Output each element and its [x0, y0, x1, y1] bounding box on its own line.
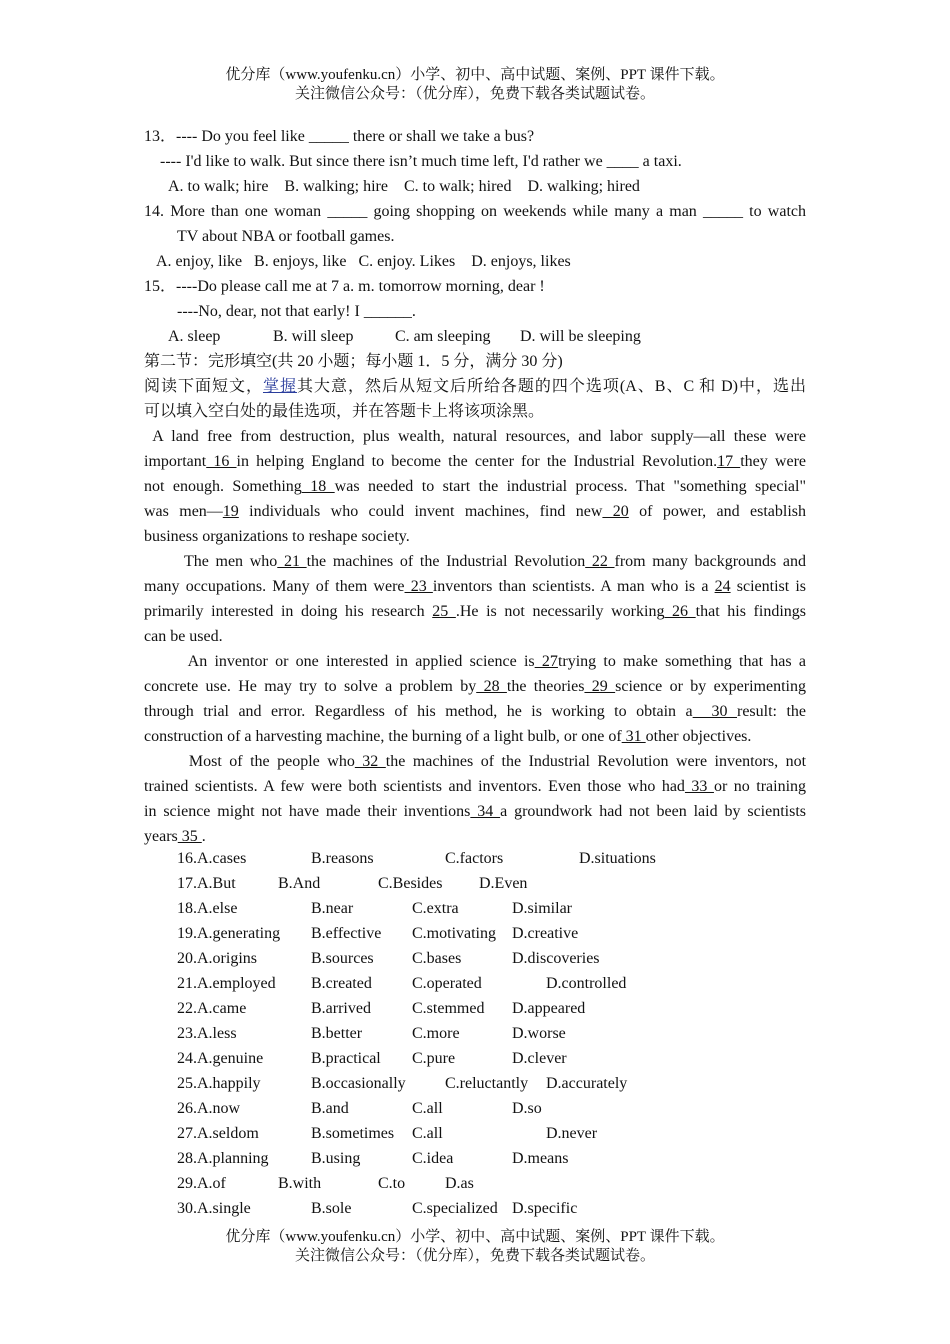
blank-number: 24 — [714, 578, 731, 595]
option-28-d: D.means — [512, 1150, 569, 1167]
passage-p2-line-4 — [144, 624, 223, 649]
passage-text: they were — [740, 453, 807, 470]
q15-option-c: C. am sleeping — [395, 328, 491, 345]
option-18-c: C.extra — [412, 900, 459, 917]
option-19-a: 19.A.generating — [177, 925, 281, 942]
passage-p3-line-4 — [144, 724, 751, 749]
blank-number: 19 — [222, 503, 239, 520]
q14-options: A. enjoy, like B. enjoys, like C. enjoy. Likes D. enjoys, likes — [156, 253, 571, 270]
option-20-c: C.bases — [412, 950, 462, 967]
header-line-2: 关注微信公众号：（优分库），免费下载各类试题试卷。 — [294, 86, 655, 102]
blank-number: 32 — [354, 753, 386, 770]
section-title: 第二节：完形填空(共 20 小题；每小题 1．5 分，满分 30 分) — [144, 353, 563, 370]
passage-text: other objectives. — [645, 728, 752, 745]
footer-line-2: 关注微信公众号：（优分库），免费下载各类试题试卷。 — [294, 1248, 655, 1264]
option-23-b: B.better — [311, 1025, 363, 1042]
passage-text: A land free from destruction, plus wealth, natural resources, and labor supply—all these were — [144, 428, 807, 445]
passage-p3-line-2 — [144, 674, 806, 699]
passage-p2-line-3 — [144, 599, 806, 624]
passage-text: scientist is — [730, 578, 807, 595]
passage-p1-line-2 — [144, 449, 806, 474]
option-30-c: C.specialized — [412, 1200, 498, 1217]
passage-text: or no training — [713, 778, 807, 795]
blank-number: 33 — [684, 778, 714, 795]
blank-number: 18 — [301, 478, 335, 495]
passage-text: important — [144, 453, 207, 470]
passage-p2-line-2 — [144, 574, 806, 599]
passage-text: the theories — [506, 678, 585, 695]
passage-p3-line-3 — [144, 699, 806, 724]
q13-stem: 13．---- Do you feel like _____ there or shall we take a bus? — [144, 128, 535, 145]
blank-number: 27 — [534, 653, 558, 670]
passage-p4-line-3 — [144, 799, 806, 824]
passage-text: inventors than scientists. A man who is a — [432, 578, 715, 595]
q15-option-d: D. will be sleeping — [520, 328, 641, 345]
option-21-b: B.created — [311, 975, 372, 992]
blank-number: 21 — [277, 553, 307, 570]
passage-text: was needed to start the industrial process. That "something special" — [334, 478, 807, 495]
option-23-a: 23.A.less — [177, 1025, 237, 1042]
option-24-d: D.clever — [512, 1050, 567, 1067]
passage-text: through trial and error. Regardless of his method, he is working to obtain a — [144, 703, 693, 720]
instruction-text-a: 阅读下面短文， — [144, 378, 263, 395]
passage-text: years — [144, 828, 178, 845]
header-line-1: 优分库（www.youfenku.cn）小学、初中、高中试题、案例、PPT 课件下载。 — [225, 67, 725, 83]
passage-p4-line-1 — [144, 749, 806, 774]
blank-number: 31 — [621, 728, 646, 745]
instruction-link[interactable]: 掌握 — [262, 378, 297, 395]
q15-stem: 15．----Do please call me at 7 a. m. tomorrow morning, dear ! — [144, 278, 545, 295]
option-16-d: D.situations — [579, 850, 656, 867]
passage-text: can be used. — [144, 628, 223, 645]
q13-reply: ---- I'd like to walk. But since there isn’t much time left, I'd rather we ____ a taxi. — [160, 153, 682, 170]
blank-number: 17 — [717, 453, 741, 470]
option-22-c: C.stemmed — [412, 1000, 485, 1017]
passage-text: the machines of the Industrial Revolution — [306, 553, 586, 570]
option-28-b: B.using — [311, 1150, 361, 1167]
option-17-a: 17.A.But — [177, 875, 236, 892]
option-25-a: 25.A.happily — [177, 1075, 261, 1092]
option-17-c: C.Besides — [378, 875, 443, 892]
option-20-b: B.sources — [311, 950, 374, 967]
passage-p1-line-5 — [144, 524, 410, 549]
option-18-b: B.near — [311, 900, 354, 917]
option-20-d: D.discoveries — [512, 950, 600, 967]
option-21-a: 21.A.employed — [177, 975, 276, 992]
passage-text: in helping England to become the center for the Industrial Revolution. — [236, 453, 718, 470]
section-instructions-line1 — [144, 374, 806, 399]
passage-text: was men— — [144, 503, 223, 520]
passage-p1-line-3 — [144, 474, 806, 499]
option-24-a: 24.A.genuine — [177, 1050, 264, 1067]
option-27-d: D.never — [546, 1125, 598, 1142]
passage-text: from many backgrounds and — [614, 553, 807, 570]
q15-option-a: A. sleep — [168, 328, 221, 345]
passage-text: . — [201, 828, 206, 845]
q15-reply: ----No, dear, not that early! I ______. — [177, 303, 416, 320]
option-29-b: B.with — [278, 1175, 322, 1192]
option-30-a: 30.A.single — [177, 1200, 251, 1217]
passage-text: the machines of the Industrial Revolution were inventors, not — [385, 753, 807, 770]
option-16-a: 16.A.cases — [177, 850, 247, 867]
passage-text: concrete use. He may try to solve a problem by — [144, 678, 477, 695]
passage-text: trained scientists. A few were both scientists and inventors. Even those who had — [144, 778, 685, 795]
option-26-b: B.and — [311, 1100, 349, 1117]
option-25-d: D.accurately — [546, 1075, 628, 1092]
option-17-d: D.Even — [479, 875, 528, 892]
q15-option-b: B. will sleep — [273, 328, 354, 345]
q14-stem-line2: TV about NBA or football games. — [177, 228, 395, 245]
passage-p3-line-1 — [144, 649, 806, 674]
option-29-d: D.as — [445, 1175, 474, 1192]
passage-text: Most of the people who — [144, 753, 355, 770]
blank-number: 23 — [404, 578, 433, 595]
passage-text: that his findings — [695, 603, 806, 620]
option-22-a: 22.A.came — [177, 1000, 247, 1017]
option-19-d: D.creative — [512, 925, 579, 942]
blank-number: 22 — [585, 553, 615, 570]
option-26-c: C.all — [412, 1100, 443, 1117]
option-19-b: B.effective — [311, 925, 382, 942]
option-16-b: B.reasons — [311, 850, 374, 867]
option-26-a: 26.A.now — [177, 1100, 241, 1117]
passage-text: individuals who could invent machines, find new — [238, 503, 603, 520]
q14-stem-line1: 14. More than one woman _____ going shopping on weekends while many a man _____ to watch — [144, 203, 806, 220]
option-30-d: D.specific — [512, 1200, 578, 1217]
passage-p4-line-2 — [144, 774, 806, 799]
instruction-text-b: 其大意，然后从短文后所给各题的四个选项(A、B、C 和 D)中，选出 — [296, 378, 806, 395]
option-27-a: 27.A.seldom — [177, 1125, 259, 1142]
passage-text: of power, and establish — [628, 503, 807, 520]
option-18-a: 18.A.else — [177, 900, 238, 917]
option-18-d: D.similar — [512, 900, 572, 917]
passage-text: .He is not necessarily working — [455, 603, 665, 620]
option-24-c: C.pure — [412, 1050, 456, 1067]
passage-text: construction of a harvesting machine, the burning of a light bulb, or one of — [144, 728, 622, 745]
blank-number: 16 — [206, 453, 237, 470]
passage-text: in science might not have made their inventions — [144, 803, 471, 820]
option-22-b: B.arrived — [311, 1000, 371, 1017]
option-24-b: B.practical — [311, 1050, 381, 1067]
passage-p2-line-1 — [144, 549, 806, 574]
passage-p1-line-1 — [144, 424, 806, 449]
passage-text: trying to make something that has a — [557, 653, 806, 670]
blank-number: 29 — [584, 678, 616, 695]
page-footer — [0, 1228, 950, 1266]
option-17-b: B.And — [278, 875, 321, 892]
option-21-d: D.controlled — [546, 975, 627, 992]
footer-line-1: 优分库（www.youfenku.cn）小学、初中、高中试题、案例、PPT 课件下载。 — [225, 1229, 725, 1245]
blank-number: 25 — [432, 603, 456, 620]
page-header — [0, 66, 950, 104]
option-25-c: C.reluctantly — [445, 1075, 529, 1092]
passage-text: not enough. Something — [144, 478, 302, 495]
section-instructions-line2: 可以填入空白处的最佳选项，并在答题卡上将该项涂黑。 — [144, 403, 545, 420]
passage-text: The men who — [144, 553, 278, 570]
option-21-c: C.operated — [412, 975, 482, 992]
option-27-b: B.sometimes — [311, 1125, 395, 1142]
blank-number: 30 — [692, 703, 737, 720]
passage-text: a groundwork had not been laid by scientists — [500, 803, 807, 820]
option-30-b: B.sole — [311, 1200, 352, 1217]
passage-text: science or by experimenting — [615, 678, 806, 695]
option-20-a: 20.A.origins — [177, 950, 257, 967]
option-23-d: D.worse — [512, 1025, 566, 1042]
option-26-d: D.so — [512, 1100, 542, 1117]
option-16-c: C.factors — [445, 850, 504, 867]
option-29-c: C.to — [378, 1175, 406, 1192]
blank-number: 20 — [602, 503, 629, 520]
option-22-d: D.appeared — [512, 1000, 586, 1017]
blank-number: 28 — [476, 678, 507, 695]
option-29-a: 29.A.of — [177, 1175, 226, 1192]
passage-text: many occupations. Many of them were — [144, 578, 405, 595]
option-28-c: C.idea — [412, 1150, 454, 1167]
option-23-c: C.more — [412, 1025, 460, 1042]
blank-number: 34 — [470, 803, 501, 820]
passage-text: primarily interested in doing his research — [144, 603, 433, 620]
passage-text: business organizations to reshape society. — [144, 528, 410, 545]
passage-text: An inventor or one interested in applied science is — [144, 653, 535, 670]
q13-options: A. to walk; hire B. walking; hire C. to walk; hired D. walking; hired — [168, 178, 640, 195]
passage-text: result: the — [737, 703, 806, 720]
passage-p1-line-4 — [144, 499, 806, 524]
blank-number: 35 — [177, 828, 202, 845]
option-25-b: B.occasionally — [311, 1075, 406, 1092]
option-27-c: C.all — [412, 1125, 443, 1142]
option-28-a: 28.A.planning — [177, 1150, 269, 1167]
blank-number: 26 — [664, 603, 696, 620]
option-19-c: C.motivating — [412, 925, 496, 942]
